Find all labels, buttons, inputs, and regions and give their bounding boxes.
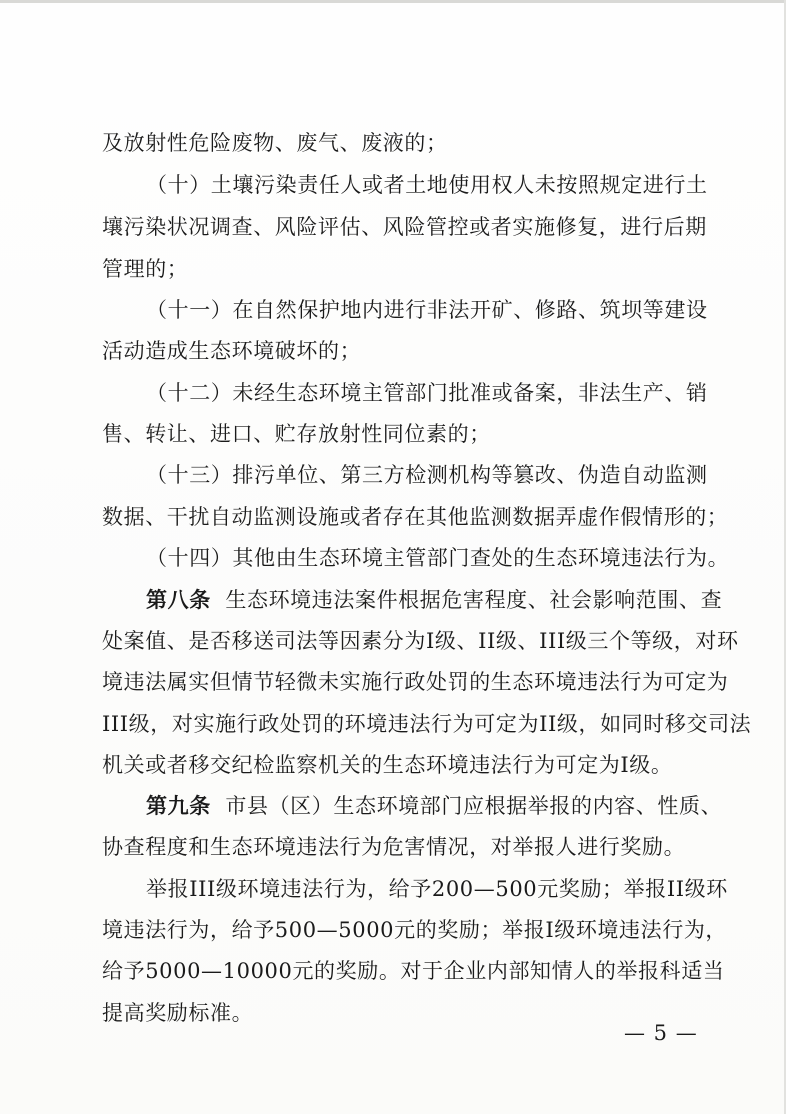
text-line: 处案值、是否移送司法等因素分为I级、II级、III级三个等级，对环 [102,629,739,653]
text-line: 机关或者移交纪检监察机关的生态环境违法行为可定为I级。 [102,753,673,777]
article-8-first-line [146,585,746,615]
text-line: 生态环境违法案件根据危害程度、社会影响范围、查 [225,588,723,612]
text-line: 协查程度和生态环境违法行为危害情况，对举报人进行奖励。 [102,835,686,859]
text-line: （十一）在自然保护地内进行非法开矿、修路、筑坝等建设 [146,298,708,322]
text-line: 壤污染状况调查、风险评估、风险管控或者实施修复，进行后期 [102,215,707,239]
text-line: 提高奖励标准。 [102,1001,254,1025]
text-line: 境违法属实但情节轻微未实施行政处罚的生态环境违法行为可定为 [102,670,729,694]
text-line: 数据、干扰自动监测设施或者存在其他监测数据弄虚作假情形的； [102,505,729,529]
article-9-heading: 第九条 [146,793,211,818]
text-line: 及放射性危险废物、废气、废液的； [102,131,448,155]
text-line: （十三）排污单位、第三方检测机构等篡改、伪造自动监测 [146,463,708,487]
text-line: 活动造成生态环境破坏的； [102,339,362,363]
text-line: （十）土壤污染责任人或者土地使用权人未按照规定进行土 [146,173,708,197]
text-line: 境违法行为，给予500—5000元的奖励；举报I级环境违法行为， [102,918,728,942]
article-9-first-line [146,791,746,821]
article-8-heading: 第八条 [146,587,211,612]
page-number: — 5 — [624,1021,698,1045]
text-line: 市县（区）生态环境部门应根据举报的内容、性质、 [225,794,723,818]
text-line: （十二）未经生态环境主管部门批准或备案，非法生产、销 [146,381,708,405]
text-line: 售、转让、进口、贮存放射性同位素的； [102,422,491,446]
text-line: （十四）其他由生态环境主管部门查处的生态环境违法行为。 [146,546,730,570]
page-top-edge [0,0,786,3]
text-line: 管理的； [102,257,189,281]
text-line: 给予5000—10000元的奖励。对于企业内部知情人的举报科适当 [102,959,725,983]
text-line: 举报III级环境违法行为，给予200—500元奖励；举报II级环 [146,877,728,901]
text-line: III级，对实施行政处罚的环境违法行为可定为II级，如同时移交司法 [102,712,752,736]
